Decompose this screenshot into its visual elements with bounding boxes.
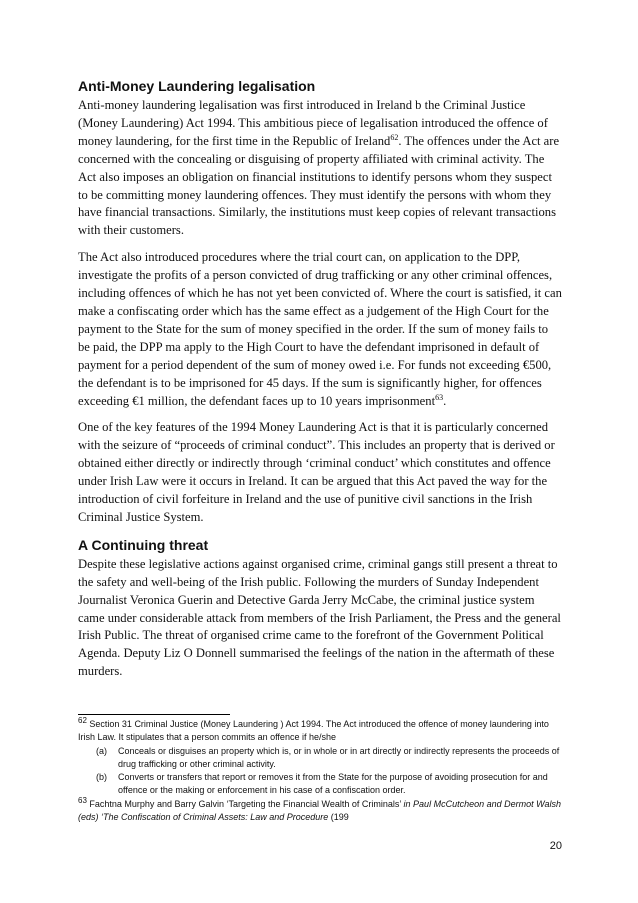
footnote-63-number: 63: [78, 795, 87, 805]
section-heading-anti-money-laundering: Anti-Money Laundering legalisation: [78, 78, 316, 94]
footnote-separator: [78, 714, 230, 715]
section-heading-continuing-threat: A Continuing threat: [78, 536, 209, 553]
footnote-62-item-a: [78, 745, 562, 772]
footnote-ref-62[interactable]: 62: [390, 132, 399, 142]
footnote-62: [78, 718, 562, 745]
footnote-63-text: Fachtna Murphy and Barry Galvin ‘Targeting the Financial Wealth of Criminals’: [86, 798, 404, 809]
paragraph-3: One of the key features of the 1994 Money Laundering Act is that it is particularly concerned with the seizure of “proceeds of criminal conduct”. This includes an property that is derived or obtained either directly or indirectly through ‘criminal conduct’ which constitutes and offence under Irish Law were it occurs in Ireland. It can be argued that this Act paved the way for the introduction of civil forfeiture in Ireland and the use of punitive civil sanctions in the Irish Criminal Justice System.: [78, 420, 555, 524]
paragraph-2-text: The Act also introduced procedures where the trial court can, on application to the DPP, investigate the profits of a person convicted of drug trafficking or any other criminal offences, including offences of which he has not yet been convicted of. Where the court is satisfied, it can make a confiscating order which has the same effect as a judgement of the High Court for the payment to the State for the sum of money specified in the order. If the sum of money fails to be paid, the DPP ma apply to the High Court to have the defendant imprisoned in default of payment for a period dependent of the sum of money owed i.e. For funds not exceeding €500, the defendant is to be imprisoned for 45 days. If the sum is significantly higher, for offences exceeding €1 million, the defendant faces up to 10 years imprisonment: [78, 250, 562, 408]
page-number: 20: [549, 840, 562, 852]
paragraph-1-text: Anti-money laundering legalisation was first introduced in Ireland b the Criminal Justice (Money Laundering) Act 1994. This ambitious piece of legalisation introduced the offence of money laundering, for the first time in the Republic of Ireland: [78, 98, 548, 148]
footnote-62-item-a-mark: (a): [96, 745, 107, 756]
footnote-62-number: 62: [78, 716, 87, 725]
page-body: [78, 77, 562, 690]
paragraph-1-text-end: . The offences under the Act are concerned with the concealing or disguising of property affiliated with criminal activity. The Act also imposes an obligation on financial institutions to identify persons whom they suspect to be committing money laundering offences. They must identify the persons with whom they have financial transactions. Similarly, the institutions must keep copies of relevant transactions with their customers.: [78, 133, 560, 238]
paragraph-2-text-end: .: [443, 393, 447, 408]
footnote-63-italic-text: in Paul McCutcheon and Dermot Walsh (eds) ‘The Confiscation of Criminal Assets: Law and Procedure: [78, 798, 561, 823]
paragraph-1: [78, 97, 562, 240]
footnote-ref-63[interactable]: 63: [435, 392, 444, 402]
footnote-62-item-b-mark: (b): [96, 772, 107, 783]
paragraph-2: [78, 249, 562, 410]
footnote-62-item-a-text: Conceals or disguises an property which is, or in whole or in art directly or indirectly represents the proceeds of drug trafficking or other criminal activity.: [118, 745, 560, 769]
footnotes: [78, 718, 562, 824]
paragraph-4: Despite these legislative actions against organised crime, criminal gangs still present a threat to the safety and well-being of the Irish public. Following the murders of Sunday Independent Journalist Veronica Guerin and Detective Garda Jerry McCabe, the criminal justice system came under considerable attack from members of the Irish Parliament, the Press and the general Irish Public. The threat of organised crime came to the forefront of the Government Political Agenda. Deputy Liz O Donnell summarised the feelings of the nation in the aftermath of these murders.: [78, 556, 561, 679]
footnote-63: [78, 795, 562, 825]
footnote-63-text-end: (199: [328, 812, 349, 823]
footnote-62-item-b-text: Converts or transfers that report or removes it from the State for the purpose of avoiding prosecution for and offence or the making or enforcement in his case of a confiscation order.: [118, 772, 548, 796]
footnote-62-list: [78, 745, 562, 798]
footnote-62-text: Section 31 Criminal Justice (Money Laundering ) Act 1994. The Act introduced the offence of money laundering into Irish Law. It stipulates that a person commits an offence if he/she: [78, 719, 549, 743]
footnote-62-item-b: [78, 771, 562, 798]
